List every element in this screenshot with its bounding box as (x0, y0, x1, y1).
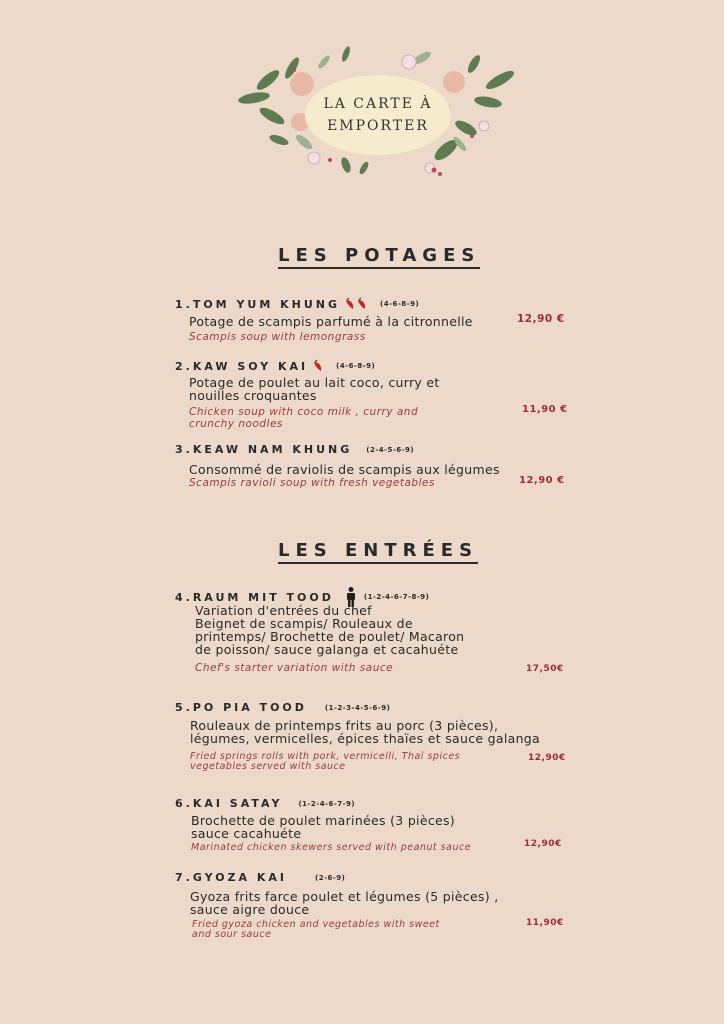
menu-item-5-description-fr: Rouleaux de printemps frits au porc (3 pièces), légumes, vermicelles, épices thaïes et sauce galanga (190, 718, 540, 746)
menu-item-7-price: 11,90€ (526, 918, 564, 928)
menu-item-4-price: 17,50€ (526, 664, 564, 674)
menu-item-1-allergens: (4-6-8-9) (380, 300, 420, 308)
menu-item-7-description-fr: Gyoza frits farce poulet et légumes (5 pièces) , sauce aigre douce (190, 889, 499, 917)
menu-item-4-name: 4.RAUM MIT TOOD (175, 590, 334, 604)
menu-item-1-header (175, 297, 419, 311)
menu-item-3-name: 3.KEAW NAM KHUNG (175, 443, 353, 456)
menu-item-2-description-en: Chicken soup with coco milk , curry and crunchy noodles (189, 406, 419, 430)
menu-item-1-description-fr: Potage de scampis parfumé à la citronnelle (189, 314, 473, 329)
menu-item-6-name: 6.KAI SATAY (175, 797, 283, 810)
chili-pepper-icon (344, 297, 370, 311)
menu-item-7-name: 7.GYOZA KAI (175, 871, 287, 884)
menu-item-5-price: 12,90€ (528, 753, 566, 763)
menu-item-6-description-fr: Brochette de poulet marinées (3 pièces) sauce cacahuéte (191, 813, 455, 841)
menu-item-2-name: 2.KAW SOY KAI (175, 359, 309, 373)
header-title-line1: LA CARTE À (323, 96, 433, 112)
header-title (305, 75, 451, 155)
menu-item-2-price: 11,90 € (522, 404, 568, 415)
section-title-potages: LES POTAGES (278, 245, 480, 269)
menu-item-5-description-en: Fried springs rolls with pork, vermicelli, Thaï spices vegetables served with sauce (190, 751, 461, 772)
menu-item-4-description-fr: Variation d'entrées du chef Beignet de scampis/ Rouleaux de printemps/ Brochette de poulet/ Macaron de poisson/ sauce galanga et cacahuéte (195, 603, 465, 657)
menu-item-6-allergens: (1-2-4-6-7-9) (298, 799, 356, 808)
menu-item-6-price: 12,90€ (524, 839, 562, 849)
menu-item-1-name: 1.TOM YUM KHUNG (175, 297, 341, 311)
menu-item-1-description-en: Scampis soup with lemongrass (189, 331, 366, 343)
menu-item-3-description-en: Scampis ravioli soup with fresh vegetables (189, 477, 435, 489)
menu-item-7-description-en: Fried gyoza chicken and vegetables with sweet and sour sauce (192, 919, 440, 940)
menu-item-4-allergens: (1-2-4-6-7-8-9) (363, 593, 430, 601)
menu-item-5-name: 5.PO PIA TOOD (175, 701, 307, 714)
section-title-entrees: LES ENTRÉES (278, 540, 478, 564)
menu-item-3-allergens: (2-4-5-6-9) (366, 445, 415, 454)
menu-item-2-allergens: (4-6-8-9) (336, 362, 376, 370)
menu-item-3-price: 12,90 € (519, 475, 565, 486)
menu-item-1-price: 12,90 € (517, 313, 565, 325)
menu-item-7-allergens: (2-6-9) (315, 873, 346, 882)
menu-item-5-allergens: (1-2-3-4-5-6-9) (324, 703, 391, 712)
menu-item-7-header (175, 871, 345, 884)
menu-item-6-header (175, 797, 355, 810)
header-badge (234, 40, 520, 180)
menu-item-3-description-fr: Consommé de raviolis de scampis aux légumes (189, 462, 500, 477)
menu-item-2-header (175, 359, 375, 373)
header-title-line2: EMPORTER (327, 118, 429, 134)
menu-item-4-description-en: Chef's starter variation with sauce (195, 662, 394, 674)
menu-item-5-header (175, 701, 390, 714)
menu-item-3-header (175, 443, 414, 456)
menu-item-2-description-fr: Potage de poulet au lait coco, curry et nouilles croquantes (189, 375, 440, 403)
menu-item-6-description-en: Marinated chicken skewers served with peanut sauce (191, 842, 472, 853)
chili-pepper-icon (312, 359, 326, 373)
